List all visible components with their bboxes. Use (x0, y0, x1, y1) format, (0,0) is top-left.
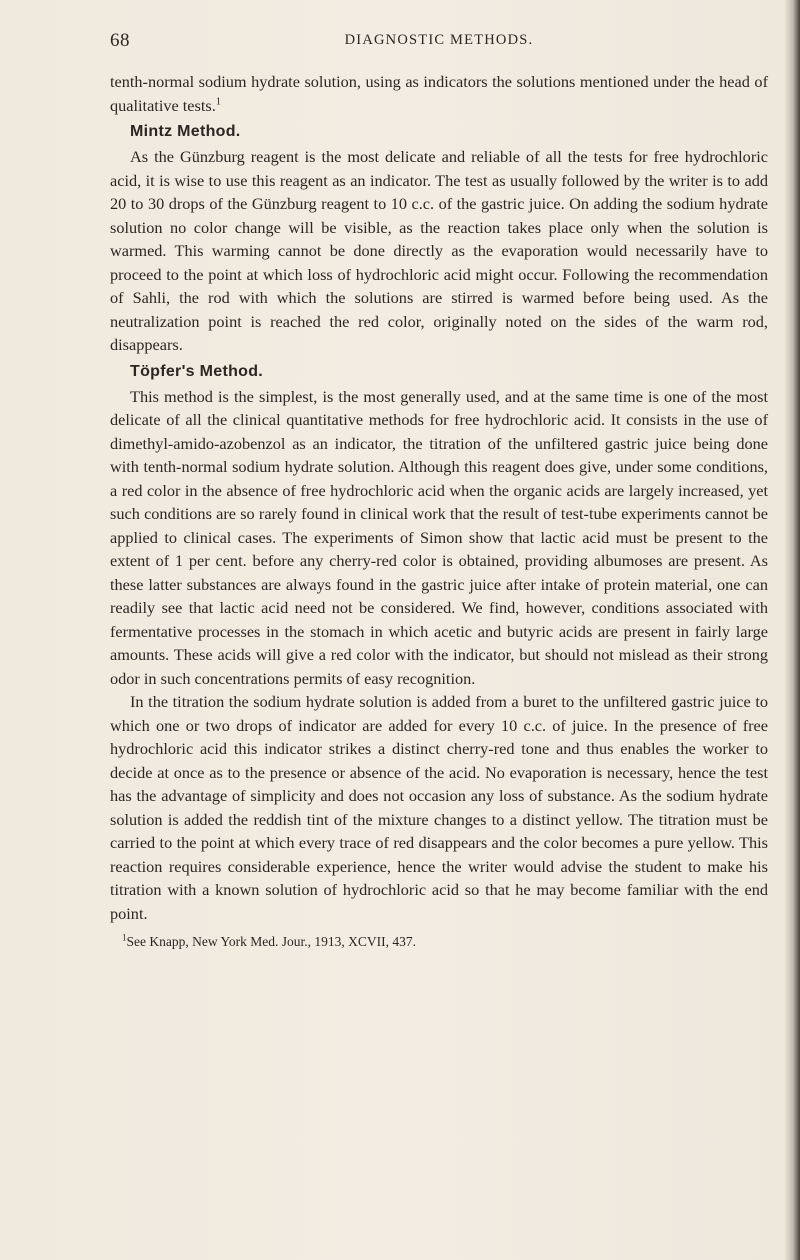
topfer-method-heading: Töpfer's Method. (130, 362, 264, 380)
intro-paragraph (110, 70, 768, 117)
mintz-method-heading: Mintz Method. (130, 123, 241, 140)
topfer-method-paragraph-2: In the titration the sodium hydrate solution is added from a buret to the unfiltered gastric juice to which one or two drops of indicator are added for every 10 c.c. of juice. In the presence of free hydrochloric acid this indicator strikes a distinct cherry-red tone and thus enables the worker to decide at once as to the presence or absence of the acid. No evaporation is necessary, hence the test has the advantage of simplicity and does not occasion any loss of substance. As the sodium hydrate solution is added the reddish tint of the mixture changes to a distinct yellow. The titration must be carried to the point at which every trace of red disappears and the color becomes a pure yellow. This reaction requires considerable experience, hence the writer would advise the student to make his titration with a known solution of hydrochloric acid so that he may become familiar with the end point. (110, 692, 768, 923)
running-head (110, 30, 768, 54)
page-number: 68 (110, 30, 130, 51)
footnote-text: See Knapp, New York Med. Jour., 1913, XCVII, 437. (126, 934, 416, 949)
mintz-method-paragraph: As the Günzburg reagent is the most delicate and reliable of all the tests for free hydrochloric acid, it is wise to use this reagent as an indicator. The test as usually followed by the writer is to add 20 to 30 drops of the Günzburg reagent to 10 c.c. of the gastric juice. On adding the sodium hydrate solution no color change will be visible, as the reaction takes place only when the solution is warmed. This warming cannot be done directly as the evaporation would necessarily have to proceed to the point at which loss of hydrochloric acid might occur. Following the recommendation of Sahli, the rod with which the solutions are stirred is warmed before being used. As the neutralization point is reached the red color, originally noted on the sides of the warm rod, disappears. (110, 147, 768, 354)
intro-paragraph-text: tenth-normal sodium hydrate solution, using as indicators the solutions mentioned under the head of qualitative tests. (110, 72, 768, 115)
footnote-reference: 1 (215, 96, 221, 108)
running-head-title: DIAGNOSTIC METHODS. (344, 32, 534, 48)
page-edge-shadow (784, 0, 800, 1260)
topfer-method-paragraph-1: This method is the simplest, is the most generally used, and at the same time is one of the most delicate of all the clinical quantitative methods for free hydrochloric acid. It consists in the use of dimethyl-amido-azobenzol as an indicator, the titration of the unfiltered gastric juice being done with tenth-normal sodium hydrate solution. Although this reagent does give, under some conditions, a red color in the absence of free hydrochloric acid when the organic acids are largely increased, yet such conditions are so rarely found in clinical work that the result of test-tube experiments cannot be applied to clinical cases. The experiments of Simon show that lactic acid must be present to the extent of 1 per cent. before any cherry-red color is obtained, providing albumoses are present. As these latter substances are always found in the gastric juice after intake of protein material, one can readily see that lactic acid need not be considered. We find, however, conditions associated with fermentative processes in the stomach in which acetic and butyric acids are present in fairly large amounts. These acids will give a red color with the indicator, but should not mislead as their strong odor in such concentrations permits of easy recognition. (110, 386, 768, 688)
footnote-marker: 1 (122, 932, 127, 943)
footnote (110, 933, 768, 951)
body-text (110, 70, 768, 951)
